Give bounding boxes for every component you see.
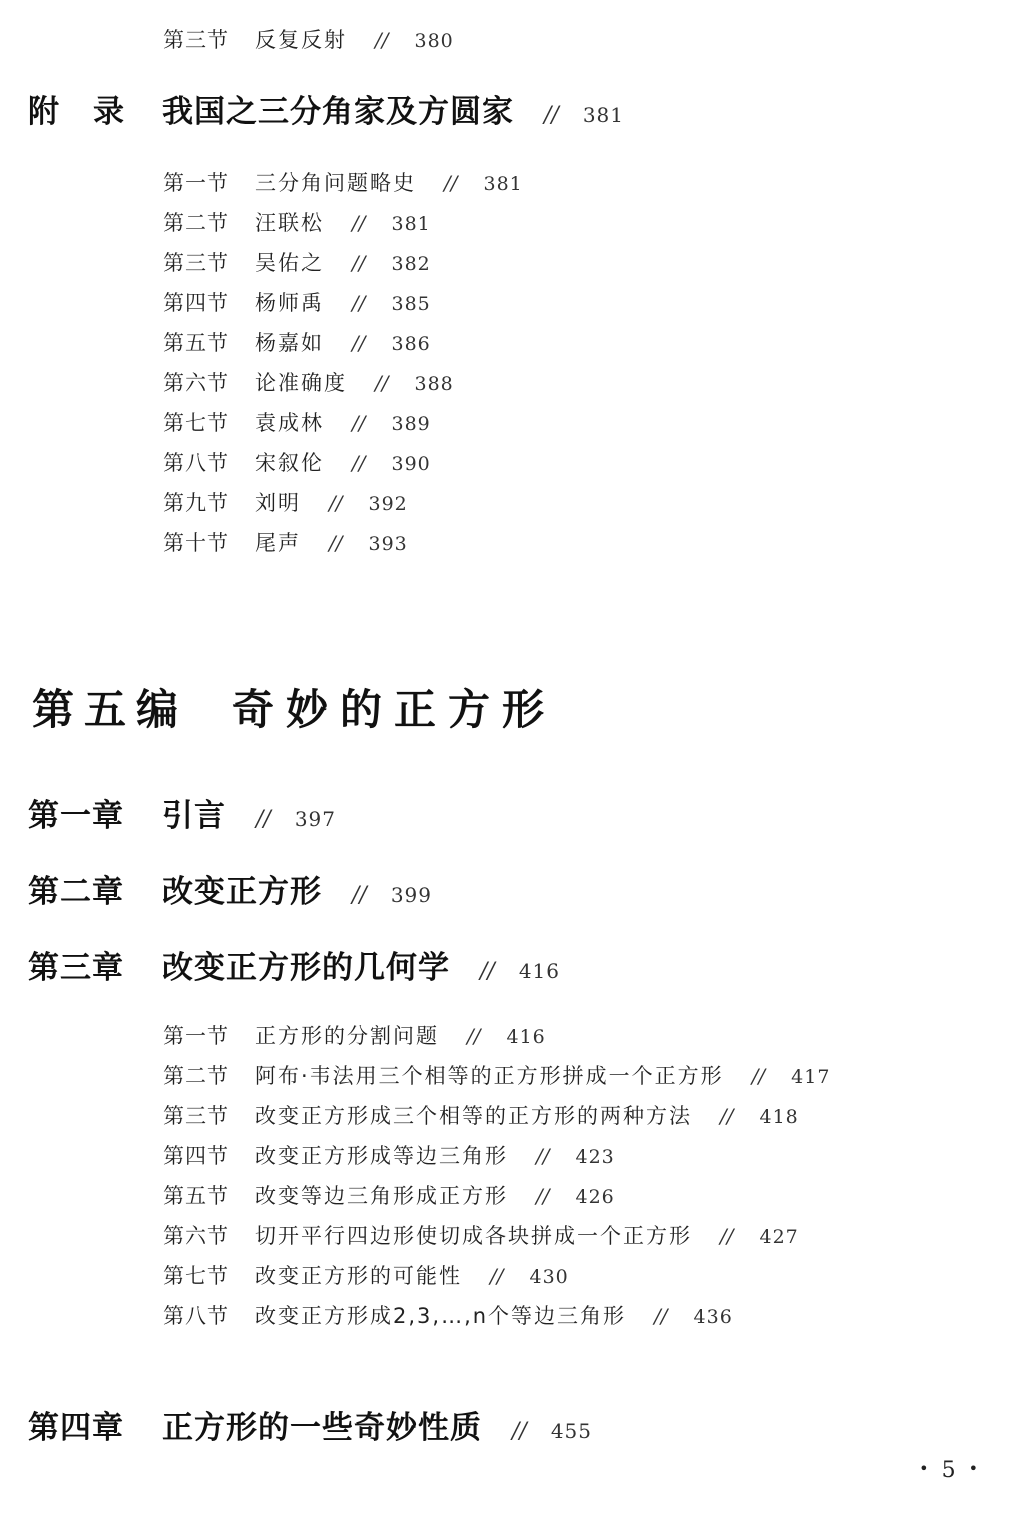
- leader-separator: //: [375, 371, 389, 395]
- toc-section-entry: [163, 328, 431, 358]
- section-title: 阿布·韦法用三个相等的正方形拼成一个正方形: [255, 1064, 724, 1088]
- chapter-label: 第一章: [28, 798, 124, 834]
- page-number: 417: [791, 1066, 831, 1088]
- leader-separator: //: [751, 1064, 766, 1088]
- section-title: 改变正方形成等边三角形: [255, 1144, 508, 1168]
- page-number: 418: [759, 1106, 799, 1128]
- toc-section-entry: [163, 408, 431, 438]
- chapter-title: 改变正方形的几何学: [162, 950, 450, 986]
- chapter-title: 正方形的一些奇妙性质: [162, 1410, 482, 1446]
- chapter-heading: [28, 1406, 592, 1450]
- leader-separator: //: [536, 1184, 550, 1208]
- page-number: 381: [391, 213, 431, 235]
- page-number: 436: [693, 1306, 733, 1328]
- section-label: 第六节: [163, 371, 229, 395]
- section-title: 宋叙伦: [255, 451, 324, 475]
- section-label: 第二节: [163, 1064, 229, 1088]
- leader-separator: //: [352, 331, 366, 355]
- page-number: 390: [391, 453, 431, 475]
- section-label: 第二节: [163, 211, 229, 235]
- section-title: 袁成林: [255, 411, 324, 435]
- leader-separator: //: [490, 1264, 504, 1288]
- toc-section-entry: [163, 25, 454, 55]
- leader-separator: //: [329, 491, 343, 515]
- section-title: 三分角问题略史: [255, 171, 416, 195]
- toc-section-entry: [163, 248, 431, 278]
- page-number: 386: [391, 333, 431, 355]
- section-title: 改变正方形成2,3,…,n个等边三角形: [255, 1304, 627, 1328]
- leader-separator: //: [256, 807, 271, 832]
- section-label: 第九节: [163, 491, 229, 515]
- part-label: 第五编: [32, 685, 189, 734]
- page-number: 380: [414, 30, 454, 52]
- toc-section-entry: [163, 1141, 615, 1171]
- page-number: 393: [368, 533, 408, 555]
- leader-separator: //: [480, 959, 495, 984]
- section-title: 尾声: [255, 531, 301, 555]
- section-label: 第十节: [163, 531, 229, 555]
- page-number: 427: [759, 1226, 799, 1248]
- page-folio: [919, 1458, 979, 1483]
- section-label: 第一节: [163, 171, 229, 195]
- leader-separator: //: [352, 451, 366, 475]
- section-title: 改变正方形成三个相等的正方形的两种方法: [255, 1104, 692, 1128]
- toc-section-entry: [163, 1021, 546, 1051]
- toc-section-entry: [163, 1301, 733, 1331]
- leader-separator: //: [720, 1224, 734, 1248]
- toc-section-entry: [163, 1261, 569, 1291]
- section-label: 第五节: [163, 331, 229, 355]
- section-label: 第三节: [163, 28, 229, 52]
- page-number: 381: [483, 173, 523, 195]
- leader-separator: //: [536, 1144, 550, 1168]
- page-number: 392: [368, 493, 408, 515]
- leader-separator: //: [375, 28, 389, 52]
- leader-separator: //: [720, 1104, 734, 1128]
- section-label: 第四节: [163, 1144, 229, 1168]
- page-number: 455: [550, 1419, 593, 1443]
- section-label: 第八节: [163, 451, 229, 475]
- toc-section-entry: [163, 168, 523, 198]
- folio-dot: •: [968, 1459, 979, 1478]
- appendix-heading: [28, 90, 624, 134]
- leader-separator: //: [512, 1419, 527, 1444]
- page-number: 399: [390, 883, 433, 907]
- section-label: 第七节: [163, 1264, 229, 1288]
- page-number: 416: [518, 959, 561, 983]
- section-label: 第七节: [163, 411, 229, 435]
- section-title: 改变正方形的可能性: [255, 1264, 462, 1288]
- section-title: 切开平行四边形使切成各块拼成一个正方形: [255, 1224, 692, 1248]
- chapter-heading: [28, 794, 336, 838]
- part-heading: [32, 680, 556, 740]
- leader-separator: //: [654, 1304, 668, 1328]
- toc-section-entry: [163, 488, 408, 518]
- section-label: 第四节: [163, 291, 229, 315]
- section-label: 第五节: [163, 1184, 229, 1208]
- leader-separator: //: [352, 291, 366, 315]
- page-number: 423: [575, 1146, 615, 1168]
- appendix-title: 我国之三分角家及方圆家: [162, 94, 514, 130]
- leader-separator: //: [329, 531, 343, 555]
- section-title: 吴佑之: [255, 251, 324, 275]
- section-title: 刘明: [255, 491, 301, 515]
- leader-separator: //: [352, 211, 366, 235]
- folio-number: 5: [941, 1458, 957, 1483]
- chapter-title: 改变正方形: [162, 874, 322, 910]
- toc-section-entry: [163, 288, 431, 318]
- page-number: 416: [506, 1026, 546, 1048]
- toc-section-entry: [163, 528, 408, 558]
- section-label: 第一节: [163, 1024, 229, 1048]
- leader-separator: //: [352, 251, 366, 275]
- toc-section-entry: [163, 448, 431, 478]
- page-number: 381: [582, 103, 625, 127]
- section-label: 第三节: [163, 1104, 229, 1128]
- toc-section-entry: [163, 1181, 615, 1211]
- toc-section-entry: [163, 208, 431, 238]
- part-title: 奇妙的正方形: [232, 685, 557, 734]
- toc-section-entry: [163, 1061, 830, 1091]
- toc-section-entry: [163, 368, 454, 398]
- chapter-heading: [28, 870, 432, 914]
- chapter-label: 第四章: [28, 1410, 124, 1446]
- section-title: 反复反射: [255, 28, 347, 52]
- section-label: 第八节: [163, 1304, 229, 1328]
- leader-separator: //: [467, 1024, 481, 1048]
- page-number: 430: [529, 1266, 569, 1288]
- leader-separator: //: [444, 171, 458, 195]
- section-label: 第六节: [163, 1224, 229, 1248]
- leader-separator: //: [352, 883, 367, 908]
- toc-section-entry: [163, 1221, 799, 1251]
- toc-section-entry: [163, 1101, 799, 1131]
- chapter-label: 第三章: [28, 950, 124, 986]
- page-number: 385: [391, 293, 431, 315]
- appendix-label: 附录: [28, 94, 158, 130]
- folio-dot: •: [919, 1459, 930, 1478]
- page-number: 382: [391, 253, 431, 275]
- page-number: 389: [391, 413, 431, 435]
- section-label: 第三节: [163, 251, 229, 275]
- leader-separator: //: [544, 103, 559, 128]
- chapter-heading: [28, 946, 560, 990]
- section-title: 改变等边三角形成正方形: [255, 1184, 508, 1208]
- page-number: 426: [575, 1186, 615, 1208]
- chapter-label: 第二章: [28, 874, 124, 910]
- section-title: 杨嘉如: [255, 331, 324, 355]
- section-title: 正方形的分割问题: [255, 1024, 439, 1048]
- leader-separator: //: [352, 411, 366, 435]
- chapter-title: 引言: [162, 798, 226, 834]
- page-number: 388: [414, 373, 454, 395]
- page-number: 397: [294, 807, 337, 831]
- section-title: 汪联松: [255, 211, 324, 235]
- section-title: 论准确度: [255, 371, 347, 395]
- section-title: 杨师禹: [255, 291, 324, 315]
